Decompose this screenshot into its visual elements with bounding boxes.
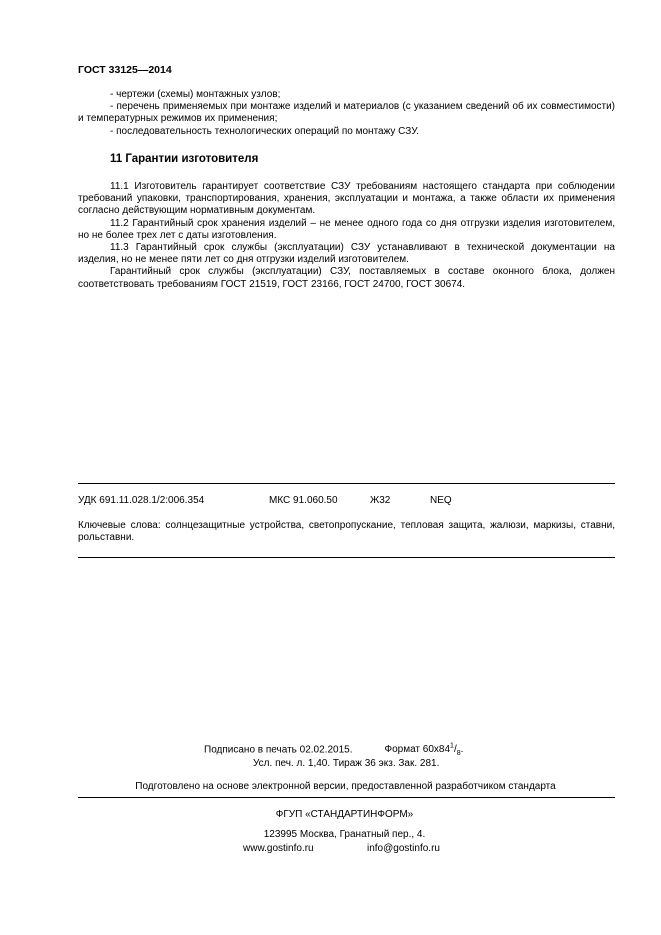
email-link[interactable]: info@gostinfo.ru [367,843,440,854]
divider-middle [78,557,615,558]
category-code: Ж32 [370,495,391,506]
standard-code-header: ГОСТ 33125—2014 [78,64,172,76]
paragraph-11-3: 11.3 Гарантийный срок службы (эксплуатации) СЗУ устанавливают в технической документации на изделия, но не менее пяти лет со дня отгрузки изделий изготовителем. [78,242,615,266]
imprint-line-1 [204,743,463,757]
divider-bottom [78,797,615,798]
publisher-name: ФГУП «СТАНДАРТИНФОРМ» [275,809,414,820]
list-item: - чертежи (схемы) монтажных узлов; [110,89,281,100]
preparation-note: Подготовлено на основе электронной версии, предоставленной разработчиком стандарта [135,781,556,792]
section-body [78,181,615,291]
udk-code: УДК 691.11.028.1/2:006.354 [78,495,205,506]
paragraph-warranty-window: Гарантийный срок службы (эксплуатации) СЗУ, поставляемых в составе оконного блока, должен соответствовать требованиям ГОСТ 21519, ГОСТ 23166, ГОСТ 24700, ГОСТ 30674. [78,266,615,290]
list-item: - последовательность технологических операций по монтажу СЗУ. [110,125,420,137]
mks-code: МКС 91.060.50 [269,495,338,506]
keywords: Ключевые слова: солнцезащитные устройства, светопропускание, тепловая защита, жалюзи, маркизы, ставни, рольставни. [78,520,615,544]
signed-date: Подписано в печать 02.02.2015. [204,744,353,756]
requirements-list [78,89,615,138]
print-format: Формат $60x84^1/_8$. [384,743,464,758]
paragraph-11-2: 11.2 Гарантийный срок хранения изделий – не менее одного года со дня отгрузки изделия изготовителем, но не более трех лет с даты изготовления. [78,217,615,241]
website-link[interactable]: www.gostinfo.ru [243,843,314,854]
publisher-address: 123995 Москва, Гранатный пер., 4. [263,829,426,840]
paragraph-11-1: 11.1 Изготовитель гарантирует соответствие СЗУ требованиям настоящего стандарта при соблюдении требований упаковки, транспортирования, хранения, эксплуатации и монтажа, а также области их применения согласно действующим нормативным документам. [78,181,615,217]
list-item: - перечень применяемых при монтаже изделий и материалов (с указанием сведений об их совместимости) и температурных режимов их применения; [78,101,615,125]
section-title: 11 Гарантии изготовителя [110,153,259,165]
divider-top [78,483,615,484]
imprint-details: Усл. печ. л. 1,40. Тираж 36 экз. Зак. 281. [253,758,440,769]
equivalence-code: NEQ [430,495,452,506]
